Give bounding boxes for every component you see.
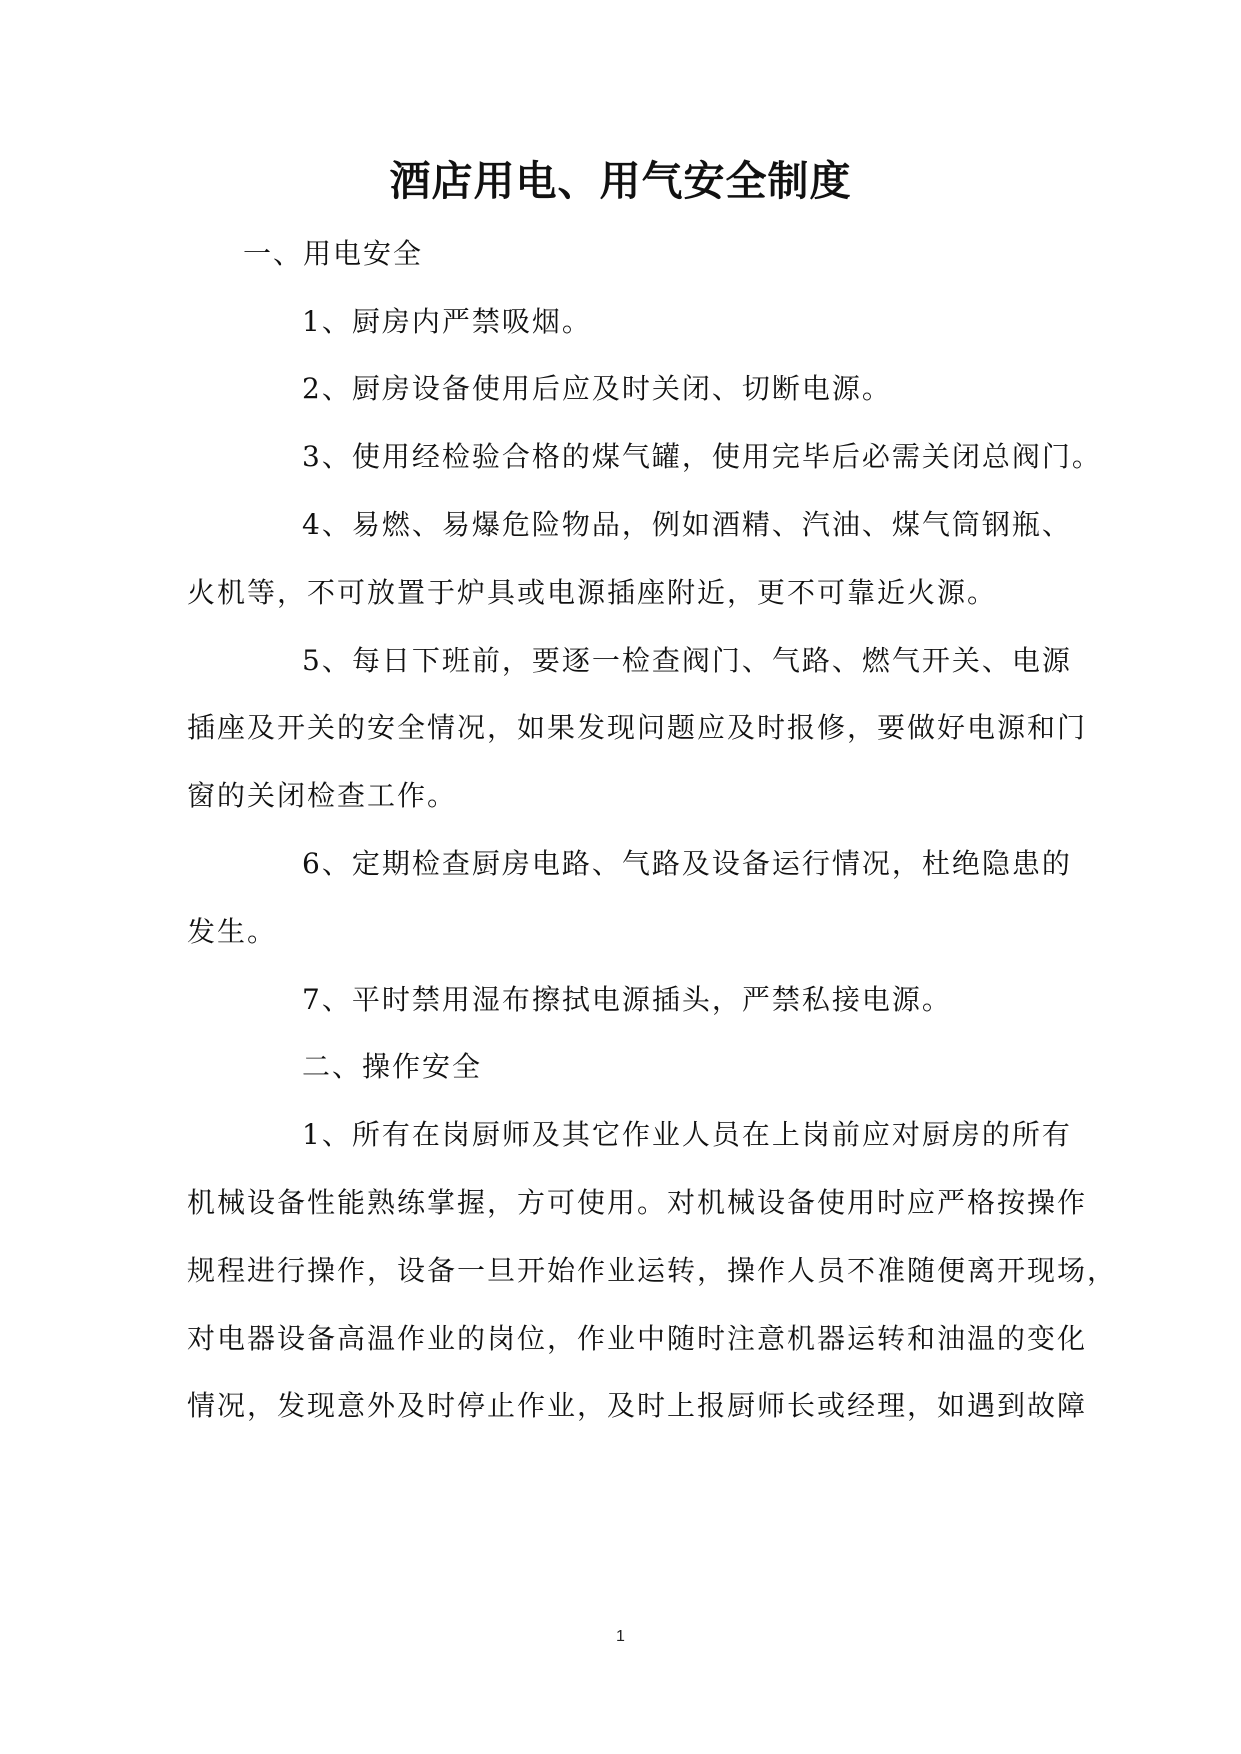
paragraph-line: 机械设备性能熟练掌握，方可使用。对机械设备使用时应严格按操作 [187,1186,1088,1219]
paragraph-line: 规程进行操作，设备一旦开始作业运转，操作人员不准随便离开现场， [187,1254,1118,1287]
paragraph-line: 5、每日下班前，要逐一检查阀门、气路、燃气开关、电源 [302,644,1072,677]
paragraph-line: 3、使用经检验合格的煤气罐，使用完毕后必需关闭总阀门。 [302,440,1102,473]
paragraph-line: 2、厨房设备使用后应及时关闭、切断电源。 [302,372,892,405]
paragraph-line: 1、厨房内严禁吸烟。 [302,305,592,338]
paragraph-line: 发生。 [187,915,278,948]
paragraph-line: 插座及开关的安全情况，如果发现问题应及时报修，要做好电源和门 [187,711,1088,744]
section-heading-electricity: 一、用电安全 [243,237,424,270]
paragraph-line: 对电器设备高温作业的岗位，作业中随时注意机器运转和油温的变化 [187,1322,1088,1355]
paragraph-line: 1、所有在岗厨师及其它作业人员在上岗前应对厨房的所有 [302,1118,1072,1151]
paragraph-line: 4、易燃、易爆危险物品，例如酒精、汽油、煤气筒钢瓶、 [302,508,1072,541]
paragraph-line: 窗的关闭检查工作。 [187,779,458,812]
document-title: 酒店用电、用气安全制度 [389,157,852,205]
section-heading-operation: 二、操作安全 [302,1050,483,1083]
paragraph-line: 7、平时禁用湿布擦拭电源插头，严禁私接电源。 [302,983,952,1016]
paragraph-line: 6、定期检查厨房电路、气路及设备运行情况，杜绝隐患的 [302,847,1072,880]
page-number: 1 [616,1628,625,1645]
paragraph-line: 情况，发现意外及时停止作业，及时上报厨师长或经理，如遇到故障 [187,1389,1088,1422]
paragraph-line: 火机等，不可放置于炉具或电源插座附近，更不可靠近火源。 [187,576,998,609]
